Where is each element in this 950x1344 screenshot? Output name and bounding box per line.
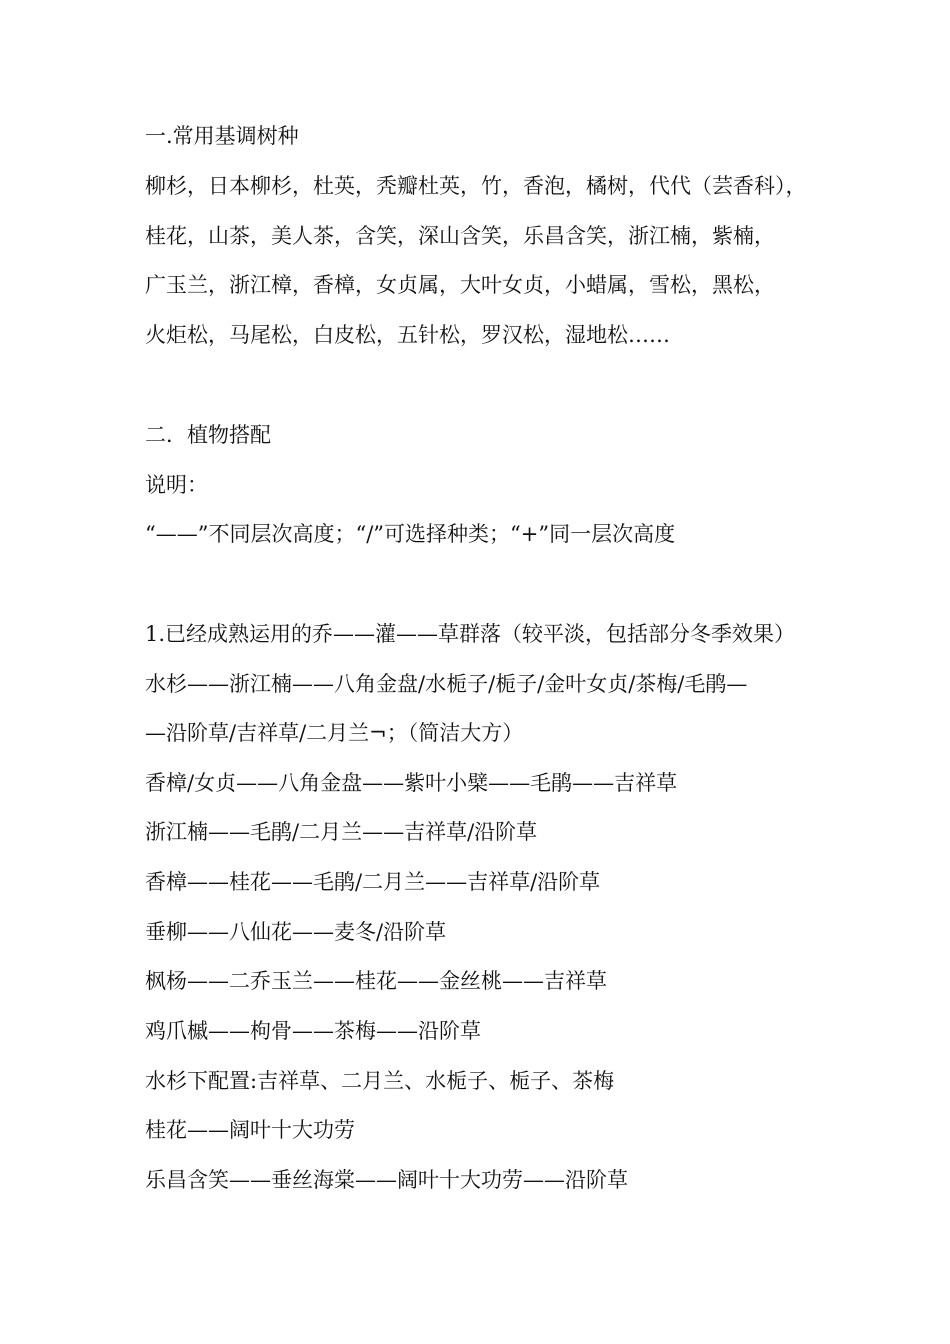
pairing-line-5: 香樟——桂花——毛鹃/二月兰——吉祥草/沿阶草: [145, 870, 601, 894]
pairing-line-7: 枫杨——二乔玉兰——桂花——金丝桃——吉祥草: [145, 969, 607, 993]
tree-list-line-4: 火炬松，马尾松，白皮松，五针松，罗汉松，湿地松……: [145, 323, 670, 347]
subsection-heading-mature-communities: 1.已经成熟运用的乔——灌——草群落（较平淡，包括部分冬季效果）: [145, 622, 796, 646]
pairing-line-1: 水杉——浙江楠——八角金盘/水栀子/栀子/金叶女贞/茶梅/毛鹃—: [145, 672, 748, 696]
pairing-line-3: 香樟/女贞——八角金盘——紫叶小檗——毛鹃——吉祥草: [145, 771, 678, 795]
pairing-line-10: 桂花——阔叶十大功劳: [145, 1118, 355, 1142]
pairing-line-2: —沿阶草/吉祥草/二月兰¬；（简洁大方）: [145, 721, 524, 745]
section-heading-common-trees: 一.常用基调树种: [145, 124, 299, 148]
pairing-line-6: 垂柳——八仙花——麦冬/沿阶草: [145, 920, 447, 944]
tree-list-line-3: 广玉兰，浙江樟，香樟，女贞属，大叶女贞，小蜡属，雪松，黑松，: [145, 273, 775, 297]
pairing-line-9: 水杉下配置:吉祥草、二月兰、水栀子、栀子、茶梅: [145, 1069, 615, 1093]
pairing-line-11: 乐昌含笑——垂丝海棠——阔叶十大功劳——沿阶草: [145, 1168, 628, 1192]
notation-legend: “——”不同层次高度；“/”可选择种类；“+”同一层次高度: [145, 522, 676, 546]
note-label: 说明：: [145, 473, 208, 497]
section-heading-plant-pairing: 二．植物搭配: [145, 423, 271, 447]
pairing-line-8: 鸡爪槭——枸骨——茶梅——沿阶草: [145, 1019, 481, 1043]
tree-list-line-2: 桂花，山茶，美人茶，含笑，深山含笑，乐昌含笑，浙江楠，紫楠，: [145, 224, 775, 248]
pairing-line-4: 浙江楠——毛鹃/二月兰——吉祥草/沿阶草: [145, 820, 538, 844]
tree-list-line-1: 柳杉，日本柳杉，杜英，秃瓣杜英，竹，香泡，橘树，代代（芸香科），: [145, 174, 807, 198]
